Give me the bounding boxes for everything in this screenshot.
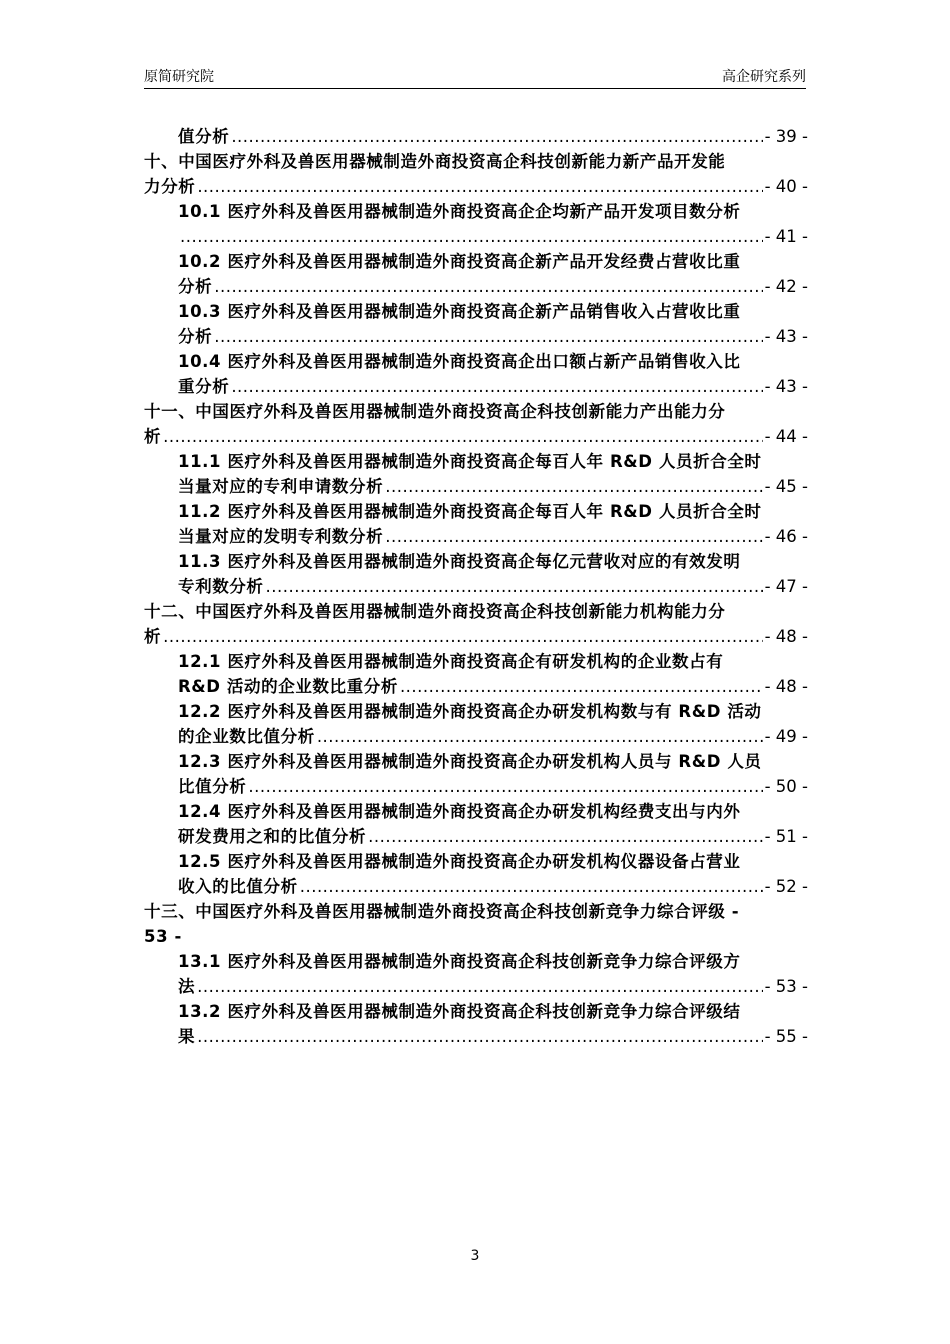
toc-page-number: - 55 - (764, 1027, 808, 1046)
toc-entry[interactable] (178, 799, 808, 849)
toc-page-number: - 47 - (764, 577, 808, 596)
toc-entry-title-continued: 专利数分析 (178, 577, 264, 596)
toc-entry-title: 10.2 医疗外科及兽医用器械制造外商投资高企新产品开发经费占营收比重 (178, 252, 741, 271)
dot-leader (214, 324, 762, 349)
toc-entry-title-continued: 当量对应的专利申请数分析 (178, 477, 384, 496)
toc-page-number: - 43 - (764, 327, 808, 346)
toc-entry-title: 十二、中国医疗外科及兽医用器械制造外商投资高企科技创新能力机构能力分 (144, 602, 726, 621)
toc-entry[interactable] (178, 199, 808, 249)
toc-entry[interactable] (178, 499, 808, 549)
toc-page-number: - 40 - (764, 177, 808, 196)
toc-entry[interactable] (178, 449, 808, 499)
toc-entry-title-continued: 收入的比值分析 (178, 877, 298, 896)
toc-page-number: - 49 - (764, 727, 808, 746)
toc-entry-title: 12.1 医疗外科及兽医用器械制造外商投资高企有研发机构的企业数占有 (178, 652, 724, 671)
toc-entry-title: 11.2 医疗外科及兽医用器械制造外商投资高企每百人年 R&D 人员折合全时 (178, 502, 762, 521)
toc-page-number: - 44 - (764, 427, 808, 446)
dot-leader (197, 174, 762, 199)
dot-leader (317, 724, 763, 749)
toc-entry-title: 13.1 医疗外科及兽医用器械制造外商投资高企科技创新竞争力综合评级方 (178, 952, 741, 971)
toc-entry-title: 12.3 医疗外科及兽医用器械制造外商投资高企办研发机构人员与 R&D 人员 (178, 752, 762, 771)
header-left-text: 原简研究院 (144, 69, 214, 85)
dot-leader (300, 874, 763, 899)
toc-entry-title: 11.3 医疗外科及兽医用器械制造外商投资高企每亿元营收对应的有效发明 (178, 552, 741, 571)
toc-entry-title-continued: 析 (144, 427, 162, 446)
dot-leader (231, 124, 762, 149)
toc-entry[interactable] (178, 649, 808, 699)
toc-entry-title: 十、中国医疗外科及兽医用器械制造外商投资高企科技创新能力新产品开发能 (144, 152, 726, 171)
toc-entry-title: 10.1 医疗外科及兽医用器械制造外商投资高企企均新产品开发项目数分析 (178, 202, 741, 221)
toc-entry-title-continued: 分析 (178, 327, 213, 346)
page-number: 3 (470, 1248, 480, 1264)
toc-entry[interactable] (178, 249, 808, 299)
toc-entry-title: 11.1 医疗外科及兽医用器械制造外商投资高企每百人年 R&D 人员折合全时 (178, 452, 762, 471)
toc-entry-title-continued: 研发费用之和的比值分析 (178, 827, 367, 846)
toc-entry-title-continued: R&D 活动的企业数比重分析 (178, 677, 398, 696)
toc-entry[interactable] (178, 999, 808, 1049)
toc-entry[interactable] (178, 749, 808, 799)
table-of-contents (144, 124, 808, 1049)
toc-entry-title-continued: 果 (178, 1027, 196, 1046)
toc-page-number: - 48 - (764, 677, 808, 696)
toc-entry[interactable] (178, 349, 808, 399)
toc-entry-title: 12.5 医疗外科及兽医用器械制造外商投资高企办研发机构仪器设备占营业 (178, 852, 741, 871)
toc-entry-title-continued: 53 - (144, 927, 182, 946)
dot-leader (214, 274, 762, 299)
toc-page-number: - 46 - (764, 527, 808, 546)
dot-leader (385, 474, 762, 499)
toc-entry-title: 13.2 医疗外科及兽医用器械制造外商投资高企科技创新竞争力综合评级结 (178, 1002, 741, 1021)
toc-page-number: - 52 - (764, 877, 808, 896)
toc-entry[interactable] (178, 699, 808, 749)
dot-leader (385, 524, 762, 549)
toc-entry-title: 十一、中国医疗外科及兽医用器械制造外商投资高企科技创新能力产出能力分 (144, 402, 726, 421)
toc-entry-title-continued: 值分析 (178, 127, 230, 146)
toc-entry[interactable] (178, 849, 808, 899)
dot-leader (248, 774, 762, 799)
toc-page-number: - 42 - (764, 277, 808, 296)
toc-entry-title-continued: 力分析 (144, 177, 196, 196)
dot-leader (231, 374, 762, 399)
toc-entry-title-continued: 的企业数比值分析 (178, 727, 315, 746)
toc-entry-title-continued: 比值分析 (178, 777, 247, 796)
toc-entry[interactable] (144, 149, 808, 199)
toc-entry-title: 10.3 医疗外科及兽医用器械制造外商投资高企新产品销售收入占营收比重 (178, 302, 741, 321)
toc-page-number: - 51 - (764, 827, 808, 846)
toc-entry[interactable] (178, 549, 808, 599)
toc-entry-title-continued: 分析 (178, 277, 213, 296)
toc-entry[interactable] (178, 949, 808, 999)
toc-entry-title: 十三、中国医疗外科及兽医用器械制造外商投资高企科技创新竞争力综合评级 - (144, 902, 740, 921)
toc-page-number: - 43 - (764, 377, 808, 396)
toc-page-number: - 53 - (764, 977, 808, 996)
dot-leader (163, 624, 762, 649)
dot-leader (163, 424, 762, 449)
toc-entry-title-continued: 析 (144, 627, 162, 646)
toc-entry-title: 12.2 医疗外科及兽医用器械制造外商投资高企办研发机构数与有 R&D 活动 (178, 702, 762, 721)
toc-entry-title-continued: 法 (178, 977, 196, 996)
toc-page-number: - 41 - (764, 227, 808, 246)
header-right-text: 高企研究系列 (722, 69, 806, 85)
toc-entry-title: 12.4 医疗外科及兽医用器械制造外商投资高企办研发机构经费支出与内外 (178, 802, 741, 821)
toc-entry[interactable] (178, 124, 808, 149)
toc-page-number: - 48 - (764, 627, 808, 646)
toc-entry[interactable] (144, 599, 808, 649)
toc-entry-title-continued: 重分析 (178, 377, 230, 396)
toc-entry-title-continued: 当量对应的发明专利数分析 (178, 527, 384, 546)
page-header (144, 66, 806, 89)
dot-leader (400, 674, 763, 699)
toc-page-number: - 45 - (764, 477, 808, 496)
dot-leader (368, 824, 762, 849)
dot-leader (180, 224, 763, 249)
toc-page-number: - 39 - (764, 127, 808, 146)
dot-leader (197, 974, 762, 999)
toc-entry[interactable] (178, 299, 808, 349)
toc-entry[interactable] (144, 899, 808, 949)
dot-leader (197, 1024, 762, 1049)
toc-entry[interactable] (144, 399, 808, 449)
dot-leader (266, 574, 763, 599)
toc-entry-title: 10.4 医疗外科及兽医用器械制造外商投资高企出口额占新产品销售收入比 (178, 352, 741, 371)
toc-page-number: - 50 - (764, 777, 808, 796)
